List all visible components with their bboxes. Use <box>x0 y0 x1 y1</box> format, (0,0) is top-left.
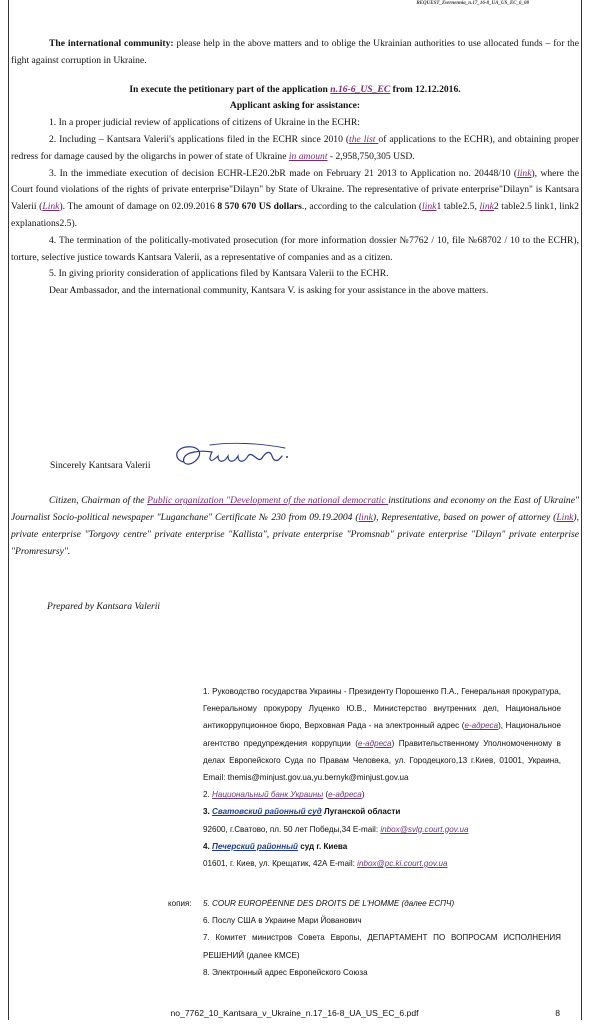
svatovo-court-link[interactable]: Сватовский районный суд <box>212 807 322 817</box>
item-3-text-d: ., according to the calculation ( <box>301 201 423 213</box>
recipient-4 <box>203 838 561 855</box>
copy-5: 5. COUR EUROPÉENNE DES DROITS DE L'HOMME (далее ЕСПЧ) <box>203 899 455 908</box>
public-organization-link[interactable]: Public organization "Development of the national democratic <box>147 495 389 506</box>
copies-label: копия: <box>168 899 192 908</box>
citizen-text-d: ), private enterprise "Torgovy centre" private enterprise "Kallista", private enterprise "Promsnab" private enterprise "Dilayn" private enterprise "Promresursy". <box>11 512 579 557</box>
recipient-1-text-a: 1. Руководство государства Украины - Президенту Порошенко П.А., Генеральная прокуратура, Генеральному прокурору Луценко Ю.В., Министерство внутренних дел, Национальное антикоррупционное бюро, Верховная Рада - на электронный адрес ( <box>203 687 561 731</box>
page-border-right <box>581 0 582 1020</box>
citizen-text-c: ), Representative, based on power of attorney ( <box>372 512 557 523</box>
recipient-2-paren: ( <box>323 790 329 800</box>
recipient-1-text-b: ), Национальное агентство предупреждения коррупции ( <box>203 721 561 748</box>
item-4: 4. The termination of the politically-motivated prosecution (for more information dossier №7762 / 10, file №68702 / 10 to the ECHR), torture, selective justice towards Kantsara Valerii, as a representative of companies and as a citizen. <box>11 234 579 263</box>
amount-link[interactable]: in amount <box>288 150 328 162</box>
calculation-link-2[interactable]: link <box>479 201 494 213</box>
citizen-paragraph <box>11 492 579 560</box>
list-link[interactable]: the list <box>349 133 379 145</box>
certificate-link[interactable]: link <box>358 512 373 523</box>
intro-text: please help in the above matters and to oblige the Ukrainian authorities to use allocated funds – for the fight against corruption in Ukraine. <box>11 38 579 66</box>
recipient-3-number: 3. <box>203 807 212 817</box>
recipient-4-city: суд г. Киева <box>298 841 348 851</box>
copies-row <box>168 895 561 981</box>
copies-block <box>168 895 561 981</box>
decision-link[interactable]: link <box>517 167 532 179</box>
page-footer <box>0 1008 589 1020</box>
intro-paragraph <box>11 36 579 70</box>
page-header-ref: REQUEST_Zvernennia_n.17_16-8_UA_US_EC_6_08 <box>416 1 529 6</box>
item-3 <box>11 166 579 233</box>
recipient-3-address <box>203 821 561 838</box>
copies-list <box>203 895 561 981</box>
recipient-3-region: Луганской области <box>321 807 401 817</box>
national-bank-email-link[interactable]: e-адреса <box>328 790 362 800</box>
main-letter <box>11 36 579 300</box>
recipient-4-number: 4. <box>203 841 212 851</box>
dear-paragraph: Dear Ambassador, and the international community, Kantsara V. is asking for your assistance in the above matters. <box>49 285 489 297</box>
item-3-text-a: 3. In the immediate execution of decision ECHR-LE20.2bR made on February 21 2013 to Application no. 20448/10 ( <box>49 167 518 179</box>
copy-8: 8. Электронный адрес Европейского Союза <box>203 967 368 977</box>
national-bank-link[interactable]: Национальный банк Украины <box>212 790 324 800</box>
email-addresses-link-2[interactable]: e-адреса <box>357 738 392 748</box>
item-2-text-c: - 2,958,750,305 USD. <box>327 150 415 162</box>
recipient-2-number: 2. <box>203 790 212 800</box>
prepared-by: Prepared by Kantsara Valerii <box>47 601 161 612</box>
execute-heading <box>11 82 579 99</box>
recipients-block <box>203 683 561 872</box>
item-2-text-b: of applications to the ECHR), and obtaining proper redress for damage caused by the oligarchs in power of state of Ukraine <box>11 133 579 162</box>
item-3-text-c: ). The amount of damage on 02.09.2016 <box>59 201 218 213</box>
item-3-text-b: ), where the Court found violations of the rights of private enterprise"Dilayn" by State of Ukraine. The representative of private enterprise"Dilayn" is Kantsara Valerii ( <box>11 167 579 213</box>
representative-link[interactable]: Link <box>42 201 60 213</box>
svatovo-court-email[interactable]: inbox@svlg.court.gov.ua <box>380 824 469 834</box>
pechersk-court-email[interactable]: inbox@pc.ki.court.gov.ua <box>357 859 448 869</box>
recipient-2 <box>203 786 561 803</box>
page-number: 8 <box>555 1008 560 1018</box>
citizen-text-a: Citizen, Chairman of the <box>49 495 148 506</box>
execute-post: from 12.12.2016. <box>390 83 461 95</box>
email-addresses-link-1[interactable]: e-адреса <box>464 721 499 731</box>
asking-heading: Applicant asking for assistance: <box>229 100 361 112</box>
recipient-3 <box>203 803 561 820</box>
signature-block <box>50 440 310 476</box>
citizen-text-b: institutions and economy on the East of Ukraine" Journalist Socio-political newspaper "Luganchane" Certificate № 230 from 09.19.2004 ( <box>11 495 579 523</box>
copy-7: 7. Комитет министров Совета Европы, ДЕПАРТАМЕНТ ПО ВОПРОСАМ ИСПОЛНЕНИЯ РЕШЕНИЙ (далее КМСЕ) <box>203 933 561 960</box>
copy-6: 6. Послу США в Украине Мари Йованович <box>203 916 362 926</box>
recipient-3-address-text: 92600, г.Сватово, пл. 50 лет Победы,34 E-mail: <box>203 824 381 834</box>
recipient-1 <box>203 683 561 786</box>
item-3-text-e: 1 table2.5, <box>436 201 480 213</box>
handwritten-signature <box>170 440 295 474</box>
power-of-attorney-link[interactable]: Link <box>556 512 574 523</box>
page-border-left <box>8 0 9 1020</box>
recipient-4-address <box>203 855 561 872</box>
intro-bold: The international community: <box>49 38 174 49</box>
item-3-text-f: 2 table2.5 link1, link2 explanations2.5). <box>11 201 579 229</box>
pechersk-court-link[interactable]: Печерский районный <box>212 841 298 851</box>
damage-amount: 8 570 670 US dollars <box>217 201 302 213</box>
recipient-4-address-text: 01601, г. Киев, ул. Крещатик, 42А E-mail: <box>203 859 358 869</box>
item-2 <box>11 132 579 166</box>
item-2-text-a: 2. Including – Kantsara Valerii's applications filed in the ECHR since 2010 ( <box>49 133 350 145</box>
item-1: 1. In a proper judicial review of applications of citizens of Ukraine in the ECHR: <box>49 117 360 129</box>
item-5: 5. In giving priority consideration of applications filed by Kantsara Valerii to the ECHR. <box>49 268 389 280</box>
sincerely-text: Sincerely Kantsara Valerii <box>50 460 151 471</box>
footer-filename: no_7762_10_Kantsara_v_Ukraine_n.17_16-8_UA_US_EC_6.pdf <box>170 1008 419 1018</box>
execute-pre: In execute the petitionary part of the application <box>129 83 331 95</box>
recipient-2-close: ) <box>361 790 365 800</box>
application-link[interactable]: n.16-6_US_EC <box>330 83 391 95</box>
calculation-link-1[interactable]: link <box>422 201 437 213</box>
recipient-1-text-c: ) Правительственному Уполномоченному в делах Европейского Суда по Правам Человека, ул. Городецкого,13 г.Киев, 01001, Украина, Email: themis@minjust.gov.ua,yu.bernyk@minjust.gov.ua <box>203 738 561 783</box>
